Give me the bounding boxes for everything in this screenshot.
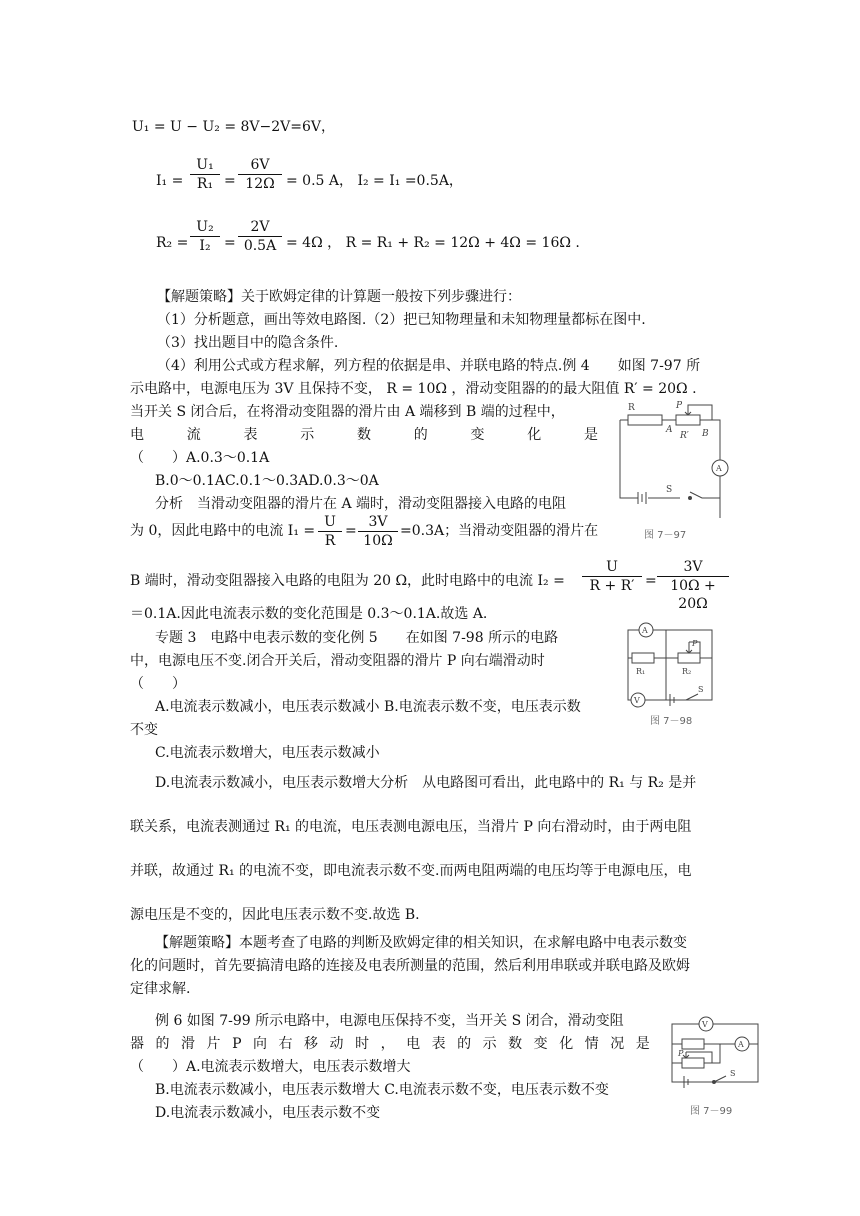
spaced-char: 滑 <box>181 1036 196 1052</box>
label-a: A <box>666 425 673 435</box>
fraction: $\frac{U}{R + R'}$ <box>582 558 642 595</box>
example5-analysis: 联关系，电流表测通过 R₁ 的电流，电压表测电源电压，当滑片 P 向右滑动时，由于两电阻 <box>130 819 692 835</box>
spaced-char: 化 <box>527 427 542 443</box>
label-p: P <box>692 639 698 648</box>
formula-i1-frac1: $\frac{\text{U₁}}{\text{R₁}}$ <box>190 156 220 193</box>
eq-sign: = <box>345 523 357 539</box>
label-p: P <box>676 401 683 411</box>
spaced-char: ， <box>380 1036 395 1052</box>
resistor-r <box>628 415 662 425</box>
example4-analysis: 分析 当滑动变阻器的滑片在 A 端时，滑动变阻器接入电路的电阻 <box>155 496 567 512</box>
spaced-char: 表 <box>431 1036 446 1052</box>
formula-r2-frac2: $\frac{2V}{0.5A}$ <box>238 218 282 255</box>
example5-options: A.电流表示数减小，电压表示数减小 B.电流表示数不变，电压表示数 <box>155 699 581 715</box>
figure-99-caption: 图 7－99 <box>690 1106 733 1117</box>
analysis-conclusion: ＝0.1A.因此电流表示数的变化范围是 0.3～0.1A.故选 A. <box>130 606 488 622</box>
strategy-text: 定律求解. <box>130 981 191 997</box>
figure-97-caption: 图 7－97 <box>644 530 687 541</box>
strategy-step-1-2: （1）分析题意，画出等效电路图.（2）把已知物理量和未知物理量都标在图中. <box>157 312 646 328</box>
strategy-text: 化的问题时，首先要搞清电路的连接及电表所测量的范围，然后利用串联或并联电路及欧姆 <box>130 958 690 974</box>
eq-sign: = <box>224 173 236 189</box>
spaced-char: 向 <box>253 1036 267 1052</box>
example5-options: 不变 <box>130 722 158 738</box>
example4-options: B.0～0.1AC.0.1～0.3AD.0.3～0A <box>155 473 379 489</box>
fraction: $\frac{U}{R}$ <box>318 513 342 550</box>
example5-analysis: D.电流表示数减小，电压表示数增大分析 从电路图可看出，此电路中的 R₁ 与 R₂ 是并 <box>155 775 697 791</box>
spaced-char: 示 <box>300 427 315 443</box>
label-s: S <box>666 485 673 495</box>
formula-u1: U₁ = U − U₂ = 8V−2V=6V， <box>132 119 336 135</box>
figure-98-caption: 图 7－98 <box>650 716 693 727</box>
spaced-char: 动 <box>329 1036 344 1052</box>
label-r2: R₂ <box>682 667 692 676</box>
strategy-step-3: （3）找出题目中的隐含条件. <box>157 335 339 351</box>
formula-i1-rhs: = 0.5 A， I₂ = I₁ =0.5A， <box>286 173 463 189</box>
spaced-char: 器 <box>130 1036 144 1052</box>
example5-analysis: 并联，故通过 R₁ 的电流不变，即电流表示数不变.而两电阻两端的电压均等于电源电压，电 <box>130 863 692 879</box>
spaced-char: P <box>232 1036 242 1052</box>
spaced-char: 数 <box>508 1036 523 1052</box>
example4-question <box>130 426 598 444</box>
strategy-heading: 【解题策略】本题考查了电路的判断及欧姆定律的相关知识，在求解电路中电表示数变 <box>155 935 687 951</box>
analysis-text: =0.3A；当滑动变阻器的滑片在 <box>400 523 599 539</box>
example6-options: B.电流表示数减小，电压表示数增大 C.电流表示数不变，电压表示数不变 <box>155 1082 609 1098</box>
example5-text: （ ） <box>130 676 186 692</box>
spaced-char: 电 <box>406 1036 421 1052</box>
label-b: B <box>702 429 709 439</box>
spaced-char: 示 <box>482 1036 497 1052</box>
spaced-char: 右 <box>278 1036 293 1052</box>
ammeter-label: A <box>738 1040 744 1049</box>
fraction: $\frac{3V}{10\Omega + 20\Omega}$ <box>657 558 729 613</box>
circuit-figure-98 <box>620 622 720 712</box>
example4-text: 当开关 S 闭合后，在将滑动变阻器的滑片由 A 端移到 B 端的过程中， <box>130 404 565 420</box>
formula-i1-lhs: I₁ = <box>156 173 184 189</box>
spaced-char: 电 <box>130 427 144 443</box>
example6-option-a: （ ）A.电流表示数增大，电压表示数增大 <box>130 1059 411 1075</box>
voltmeter-label: V <box>634 696 640 705</box>
spaced-char: 的 <box>413 427 428 443</box>
slider-resistor <box>682 1058 704 1068</box>
example4-option-a: （ ）A.0.3～0.1A <box>130 450 270 466</box>
formula-r2-rhs: = 4Ω ， R = R₁ + R₂ = 12Ω + 4Ω = 16Ω . <box>286 235 580 251</box>
example6-text: 例 6 如图 7-99 所示电路中，电源电压保持不变，当开关 S 闭合，滑动变阻 <box>155 1013 624 1029</box>
eq-sign: = <box>645 573 657 589</box>
resistor <box>682 1039 704 1049</box>
spaced-char: 的 <box>457 1036 472 1052</box>
resistor-r2 <box>678 653 700 663</box>
formula-r2-frac1: $\frac{\text{U₂}}{\text{I₂}}$ <box>190 218 220 255</box>
label-r: R <box>628 403 635 413</box>
spaced-char: 变 <box>470 427 485 443</box>
label-rprime: R′ <box>680 431 689 441</box>
circuit-figure-97 <box>610 400 740 540</box>
spaced-char: 片 <box>206 1036 221 1052</box>
analysis-text: B 端时，滑动变阻器接入电路的电阻为 20 Ω，此时电路中的电流 I₂ = <box>130 573 565 589</box>
eq-sign: = <box>224 235 236 251</box>
formula-i1-frac2: $\frac{6V}{12\Omega}$ <box>238 156 282 193</box>
topic3-heading: 专题 3 电路中电表示数的变化例 5 在如图 7-98 所示的电路 <box>155 630 559 646</box>
strategy-heading: 【解题策略】关于欧姆定律的计算题一般按下列步骤进行： <box>157 289 521 305</box>
spaced-char: 时 <box>355 1036 370 1052</box>
spaced-char: 况 <box>610 1036 625 1052</box>
fraction: $\frac{3V}{10\Omega}$ <box>358 513 398 550</box>
spaced-char: 是 <box>635 1036 650 1052</box>
spaced-char: 流 <box>186 427 201 443</box>
spaced-char: 移 <box>304 1036 319 1052</box>
spaced-char: 情 <box>584 1036 599 1052</box>
example4-text: 示电路中，电源电压为 3V 且保持不变， R = 10Ω ，滑动变阻器的的最大阻值 R′ = 20Ω . <box>130 381 697 397</box>
analysis-text: 为 0，因此电路中的电流 I₁ = <box>130 523 316 539</box>
example5-text: 中，电源电压不变.闭合开关后，滑动变阻器的滑片 P 向右端滑动时 <box>130 653 545 669</box>
spaced-char: 表 <box>243 427 258 443</box>
example6-option-d: D.电流表示数减小，电压表示数不变 <box>155 1105 381 1121</box>
example5-option-c: C.电流表示数增大，电压表示数减小 <box>155 745 380 761</box>
voltmeter-label: V <box>702 1020 708 1029</box>
spaced-char: 化 <box>559 1036 574 1052</box>
label-s: S <box>730 1069 736 1078</box>
formula-r2-lhs: R₂ = <box>156 235 189 251</box>
spaced-char: 是 <box>584 427 598 443</box>
spaced-char: 数 <box>357 427 371 443</box>
ammeter-label: A <box>642 626 648 635</box>
label-s: S <box>698 685 704 694</box>
example5-analysis: 源电压是不变的，因此电压表示数不变.故选 B. <box>130 907 420 923</box>
label-r1: R₁ <box>636 667 646 676</box>
slider-resistor <box>676 415 700 425</box>
spaced-char: 的 <box>155 1036 170 1052</box>
resistor-r1 <box>632 653 654 663</box>
circuit-figure-99 <box>664 1014 774 1094</box>
strategy-step-4: （4）利用公式或方程求解，列方程的依据是串、并联电路的特点.例 4 如图 7-97 所 <box>157 358 701 374</box>
ammeter-label: A <box>716 464 722 473</box>
spaced-char: 变 <box>533 1036 548 1052</box>
label-p: P <box>678 1049 684 1058</box>
example6-question <box>130 1035 650 1053</box>
